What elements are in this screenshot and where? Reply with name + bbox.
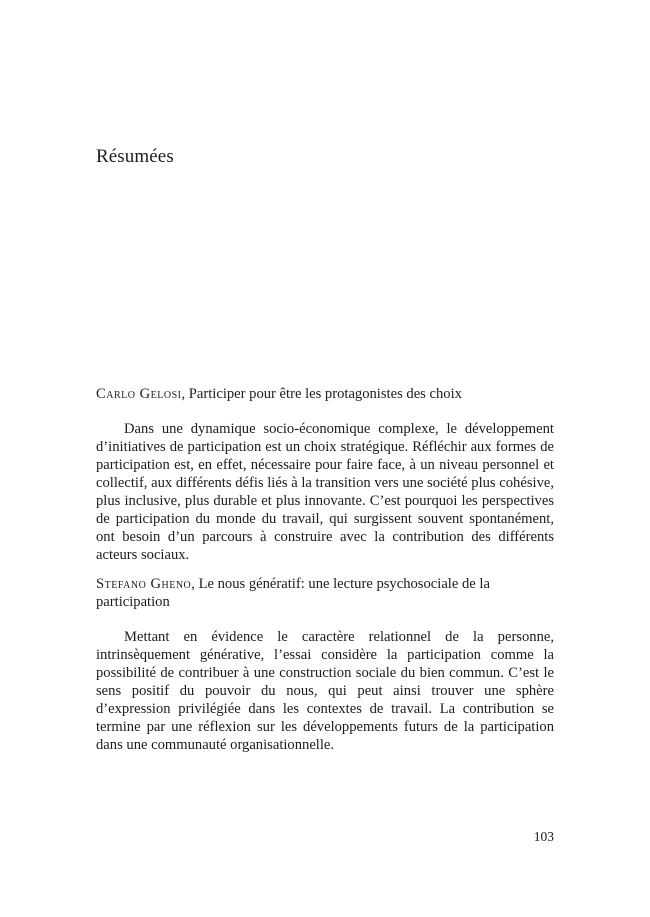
- entry-abstract: Mettant en évidence le caractère relationnel de la personne, intrinsèquement générative, l’essai considère la participation comme la possibilité de contribuer à une construction sociale du bien commun. C’est le sens positif du pouvoir du nous, qui peut ainsi trouver une sphère d’expression privilégiée dans les contextes de travail. La contribution se termine par une réflexion sur les développements futurs de la participation dans une communauté organisationnelle.: [96, 629, 554, 753]
- entry-title: , Le nous génératif: une lecture psychosociale de la participation: [96, 576, 490, 610]
- entry-heading: [96, 385, 554, 403]
- page-number: 103: [533, 829, 554, 844]
- entry-title: , Participer pour être les protagonistes des choix: [181, 386, 462, 402]
- entry-author: Carlo Gelosi: [96, 386, 182, 402]
- page-title: Résumées: [96, 146, 174, 167]
- entry-author: Stefano Gheno: [96, 576, 192, 592]
- entry-abstract: Dans une dynamique socio-économique complexe, le développement d’initiatives de participation est un choix stratégique. Réfléchir aux formes de participation est, en effet, nécessaire pour faire face, à un niveau personnel et collectif, aux différents défis liés à la transition vers une société plus cohésive, plus inclusive, plus durable et plus innovante. C’est pourquoi les perspectives de participation du monde du travail, qui surgissent souvent spontanément, ont besoin d’un parcours à construire avec la contribution des différents acteurs sociaux.: [96, 421, 554, 563]
- entry-heading: [96, 575, 554, 611]
